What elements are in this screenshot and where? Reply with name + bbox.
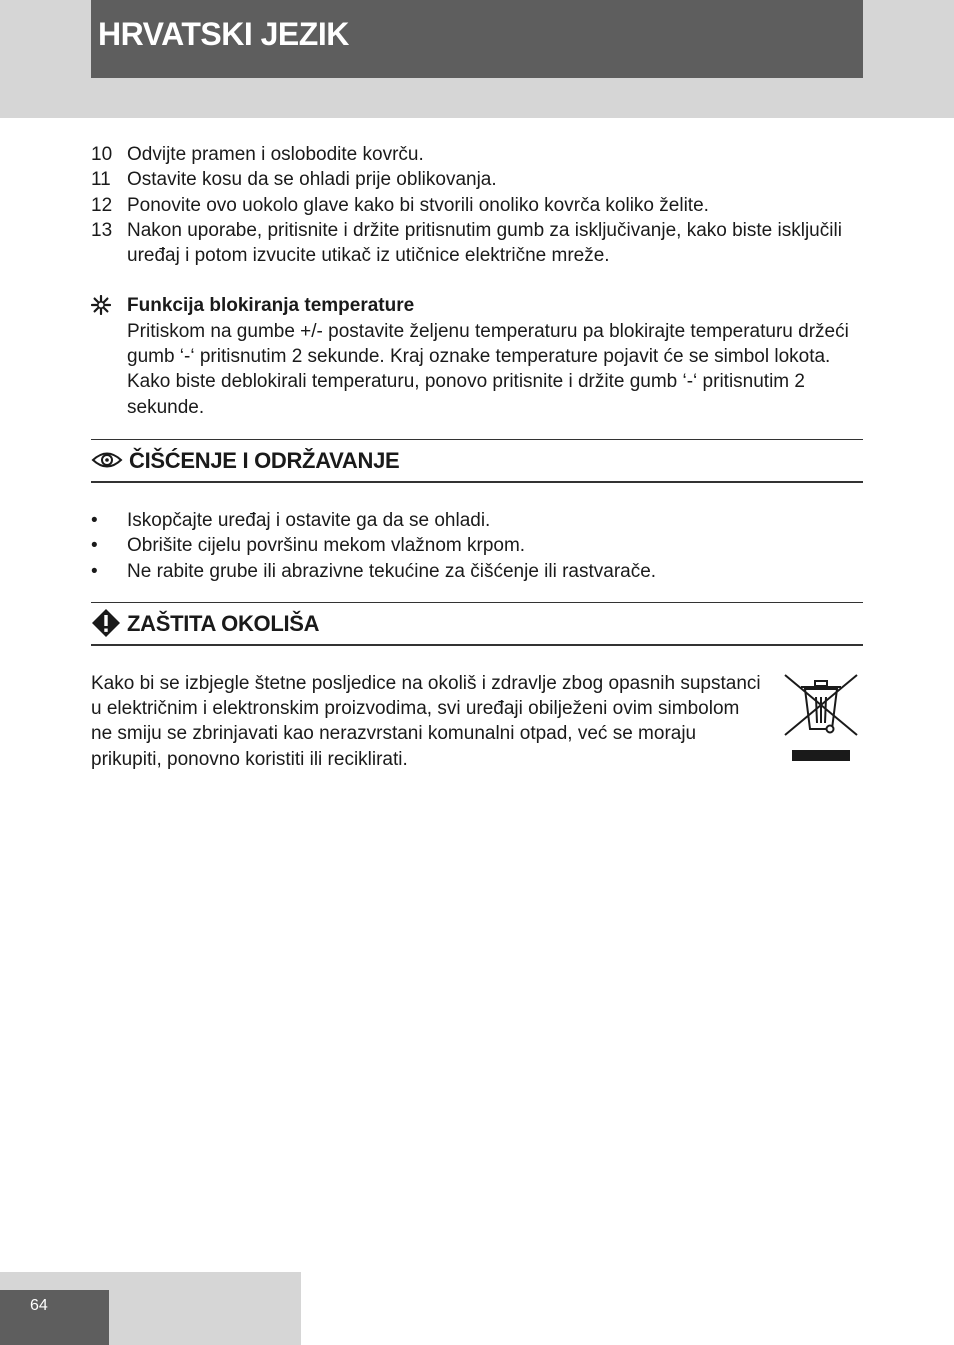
tip-text: Pritiskom na gumbe +/- postavite željenu temperaturu pa blokirajte temperaturu držeći gumb ‘-‘ pritisnutim 2 sekunde. Kraj oznake temperature pojavit će se simbol lokota. Kako biste deblokirali temperaturu, ponovo pritisnite i držite gumb ‘-‘ pritisnutim 2 sekunde.: [127, 320, 849, 418]
section-heading-cleaning: [91, 439, 863, 483]
step-text: Ponovite ovo uokolo glave kako bi stvorili onoliko kovrča koliko želite.: [127, 194, 709, 216]
list-item: [91, 533, 863, 558]
list-item: [91, 508, 863, 533]
tip-block: [91, 293, 863, 419]
bullet-icon: •: [91, 509, 98, 531]
page-number: 64: [30, 1297, 48, 1314]
footer-box: [0, 1290, 109, 1345]
tip-title: Funkcija blokiranja temperature: [127, 295, 415, 317]
page-title: HRVATSKI JEZIK: [98, 16, 349, 52]
list-item: [91, 193, 863, 218]
section-title: ČIŠĆENJE I ODRŽAVANJE: [129, 447, 400, 473]
list-item: [91, 167, 863, 192]
header-bar: [91, 0, 863, 78]
section-heading-environment: [91, 602, 863, 646]
warning-diamond-icon: [91, 608, 121, 638]
step-number: 10: [91, 144, 113, 165]
section-title: ZAŠTITA OKOLIŠA: [127, 610, 320, 636]
tip-body: [127, 293, 863, 419]
list-text: Obrišite cijelu površinu mekom vlažnom krpom.: [127, 535, 526, 557]
bullet-icon: •: [91, 535, 98, 557]
content: [91, 142, 863, 772]
step-number: 13: [91, 219, 113, 241]
step-text: Ostavite kosu da se ohladi prije oblikovanja.: [127, 169, 497, 191]
step-text: Nakon uporabe, pritisnite i držite pritisnutim gumb za isključivanje, kako biste isključili uređaj i potom izvucite utikač iz utičnice električne mreže.: [127, 219, 842, 267]
list-text: Iskopčajte uređaj i ostavite ga da se ohladi.: [127, 509, 491, 531]
list-item: [91, 559, 863, 584]
cleaning-list: [91, 508, 863, 584]
environment-block: [91, 671, 863, 772]
step-number: 12: [91, 194, 113, 216]
environment-text: Kako bi se izbjegle štetne posljedice na okoliš i zdravlje zbog opasnih supstanci u električnim i elektronskim proizvodima, svi uređaji obilježeni ovim simbolom ne smiju se zbrinjavati kao nerazvrstani komunalni otpad, već se moraju prikupiti, ponovno koristiti ili reciklirati.: [91, 672, 761, 770]
eye-icon: [91, 450, 123, 470]
step-number: 11: [91, 169, 111, 191]
list-item: [91, 218, 863, 269]
steps-list: [91, 142, 863, 268]
crossed-out-bin-icon: [783, 671, 863, 772]
list-item: [91, 142, 863, 167]
step-text: Odvijte pramen i oslobodite kovrču.: [127, 144, 424, 165]
list-text: Ne rabite grube ili abrazivne tekućine za čišćenje ili rastvarače.: [127, 560, 657, 582]
bullet-icon: •: [91, 560, 98, 582]
star-burst-icon: [91, 293, 127, 419]
